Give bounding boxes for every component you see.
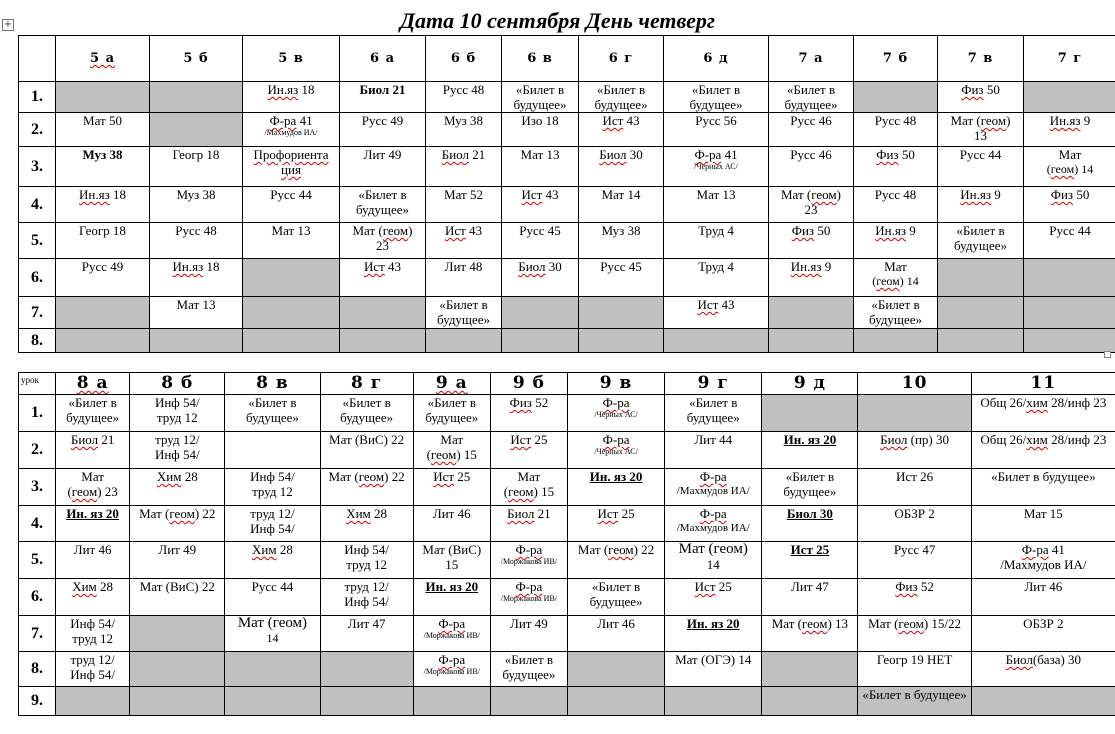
- lesson-cell: Ф-ра /Махмудов ИА/: [665, 469, 762, 506]
- lesson-cell: Биол 30: [762, 506, 858, 542]
- class-header: 5 в: [243, 36, 340, 82]
- lesson-number: 7.: [19, 297, 56, 329]
- lesson-cell: Ин. яз 20: [56, 506, 130, 542]
- lesson-cell: Ист 43: [340, 259, 426, 297]
- header-row: [19, 36, 1115, 82]
- header-row: [19, 373, 1115, 395]
- lesson-number: 2.: [19, 432, 56, 469]
- lesson-cell: Лит 49: [490, 616, 567, 652]
- lesson-cell: Русс 44: [1024, 223, 1115, 259]
- lesson-cell: Профориента ция: [243, 147, 340, 187]
- lesson-cell: Лит 47: [762, 579, 858, 616]
- lesson-number: 5.: [19, 223, 56, 259]
- empty-cell: [1024, 259, 1115, 297]
- empty-cell: [225, 687, 320, 716]
- lesson-cell: «Билет в будущее»: [56, 395, 130, 432]
- lesson-cell: Ин.яз 9: [769, 259, 854, 297]
- lesson-cell: Ин.яз 9: [854, 223, 938, 259]
- empty-cell: [769, 329, 854, 353]
- lesson-cell: «Билет в будущее»: [340, 187, 426, 223]
- lesson-cell: Русс 49: [56, 259, 150, 297]
- lesson-cell: Ист 26: [858, 469, 971, 506]
- lesson-number: 1.: [19, 395, 56, 432]
- lesson-cell: Ф-ра /Моржакова ИВ/: [490, 579, 567, 616]
- lesson-cell: Хим 28: [130, 469, 225, 506]
- lesson-row: [19, 469, 1115, 506]
- lesson-row: [19, 395, 1115, 432]
- lesson-cell: Лит 48: [426, 259, 502, 297]
- lesson-cell: Ф-ра /Черных АС/: [567, 432, 664, 469]
- lesson-cell: Мат (геом) 14: [225, 616, 320, 652]
- lesson-cell: «Билет в будущее»: [858, 687, 971, 716]
- schedule-table-grades-5-7: [18, 35, 1115, 353]
- class-header: 11: [971, 373, 1115, 395]
- lesson-cell: Мат (геом) 15: [490, 469, 567, 506]
- lesson-cell: Мат 52: [426, 187, 502, 223]
- lesson-cell: Ист 25: [567, 506, 664, 542]
- lesson-cell: Ист 43: [579, 113, 664, 147]
- lesson-cell: труд 12/ Инф 54/: [130, 432, 225, 469]
- lesson-cell: Русс 44: [938, 147, 1024, 187]
- lesson-cell: Мат (геом) 14: [665, 542, 762, 579]
- lesson-cell: «Билет в будущее»: [225, 395, 320, 432]
- lesson-row: [19, 432, 1115, 469]
- empty-cell: [1024, 329, 1115, 353]
- lesson-cell: Ист 25: [413, 469, 490, 506]
- lesson-cell: Русс 47: [858, 542, 971, 579]
- lesson-cell: Мат 15: [971, 506, 1115, 542]
- lesson-cell: «Билет в будущее»: [665, 395, 762, 432]
- lesson-cell: Муз 38: [579, 223, 664, 259]
- lesson-cell: Ист 43: [664, 297, 769, 329]
- lesson-row: [19, 113, 1115, 147]
- lesson-cell: Мат (геом) 23: [340, 223, 426, 259]
- empty-cell: [762, 687, 858, 716]
- lesson-cell: Физ 52: [490, 395, 567, 432]
- empty-cell: [938, 297, 1024, 329]
- lesson-cell: «Билет в будущее»: [579, 82, 664, 113]
- empty-cell: [579, 297, 664, 329]
- lesson-cell: Ф-ра /Моржакова ИВ/: [490, 542, 567, 579]
- lesson-cell: Инф 54/ труд 12: [225, 469, 320, 506]
- class-header: 5 а: [56, 36, 150, 82]
- lesson-number: 2.: [19, 113, 56, 147]
- lesson-cell: Инф 54/ труд 12: [130, 395, 225, 432]
- header-corner: [19, 36, 56, 82]
- lesson-column-label: урок: [19, 373, 56, 395]
- lesson-cell: Ин. яз 20: [413, 579, 490, 616]
- lesson-number: 4.: [19, 187, 56, 223]
- lesson-cell: Мат 13: [150, 297, 243, 329]
- empty-cell: [567, 652, 664, 687]
- lesson-cell: Ин. яз 20: [762, 432, 858, 469]
- class-header: 6 в: [502, 36, 579, 82]
- lesson-cell: Лит 46: [971, 579, 1115, 616]
- lesson-cell: Инф 54/ труд 12: [320, 542, 413, 579]
- class-header: 7 б: [854, 36, 938, 82]
- lesson-cell: труд 12/ Инф 54/: [320, 579, 413, 616]
- class-header: 6 г: [579, 36, 664, 82]
- lesson-cell: Биол (пр) 30: [858, 432, 971, 469]
- lesson-cell: Хим 28: [56, 579, 130, 616]
- empty-cell: [225, 432, 320, 469]
- lesson-row: [19, 82, 1115, 113]
- lesson-cell: Русс 46: [769, 147, 854, 187]
- lesson-cell: Физ 52: [858, 579, 971, 616]
- class-header: 7 г: [1024, 36, 1115, 82]
- lesson-cell: Мат (ОГЭ) 14: [665, 652, 762, 687]
- lesson-cell: Труд 4: [664, 259, 769, 297]
- lesson-cell: Русс 48: [426, 82, 502, 113]
- lesson-row: [19, 616, 1115, 652]
- lesson-cell: Ф-ра 41 /Черных АС/: [664, 147, 769, 187]
- empty-cell: [243, 329, 340, 353]
- empty-cell: [225, 652, 320, 687]
- lesson-cell: Лит 44: [665, 432, 762, 469]
- lesson-cell: Геогр 18: [56, 223, 150, 259]
- lesson-row: [19, 542, 1115, 579]
- lesson-cell: Мат (геом) 14: [1024, 147, 1115, 187]
- lesson-cell: Русс 45: [502, 223, 579, 259]
- lesson-cell: Муз 38: [56, 147, 150, 187]
- lesson-row: [19, 687, 1115, 716]
- empty-cell: [56, 329, 150, 353]
- lesson-cell: Общ 26/хим 28/инф 23: [971, 432, 1115, 469]
- lesson-cell: Русс 56: [664, 113, 769, 147]
- lesson-cell: Муз 38: [150, 187, 243, 223]
- lesson-cell: Ф-ра /Черных АС/: [567, 395, 664, 432]
- lesson-number: 4.: [19, 506, 56, 542]
- lesson-number: 8.: [19, 329, 56, 353]
- lesson-cell: Ф-ра 41 /Махмудов ИА/: [243, 113, 340, 147]
- lesson-cell: Ф-ра 41 /Махмудов ИА/: [971, 542, 1115, 579]
- lesson-cell: Ин. яз 20: [665, 616, 762, 652]
- class-header: 6 а: [340, 36, 426, 82]
- lesson-cell: Ист 25: [762, 542, 858, 579]
- empty-cell: [502, 297, 579, 329]
- empty-cell: [150, 82, 243, 113]
- class-header: 9 б: [490, 373, 567, 395]
- schedule-table-grades-8-11: [18, 372, 1115, 716]
- lesson-number: 5.: [19, 542, 56, 579]
- empty-cell: [130, 687, 225, 716]
- class-header: 5 б: [150, 36, 243, 82]
- class-header: 6 д: [664, 36, 769, 82]
- lesson-cell: Биол 21: [426, 147, 502, 187]
- class-header: 6 б: [426, 36, 502, 82]
- lesson-cell: «Билет в будущее»: [426, 297, 502, 329]
- lesson-cell: ОБЗР 2: [858, 506, 971, 542]
- empty-cell: [762, 652, 858, 687]
- class-header: 8 а: [56, 373, 130, 395]
- empty-cell: [56, 687, 130, 716]
- empty-cell: [150, 113, 243, 147]
- lesson-cell: Ин.яз 18: [150, 259, 243, 297]
- lesson-cell: «Билет в будущее»: [664, 82, 769, 113]
- empty-cell: [938, 259, 1024, 297]
- lesson-cell: Ин.яз 18: [243, 82, 340, 113]
- lesson-cell: Ин.яз 9: [1024, 113, 1115, 147]
- lesson-number: 1.: [19, 82, 56, 113]
- class-header: 9 д: [762, 373, 858, 395]
- empty-cell: [320, 652, 413, 687]
- class-header: 8 г: [320, 373, 413, 395]
- empty-cell: [56, 82, 150, 113]
- lesson-cell: Русс 44: [243, 187, 340, 223]
- lesson-cell: Хим 28: [320, 506, 413, 542]
- lesson-cell: Мат (ВиС) 22: [130, 579, 225, 616]
- lesson-cell: труд 12/ Инф 54/: [56, 652, 130, 687]
- lesson-cell: Мат (ВиС) 15: [413, 542, 490, 579]
- lesson-cell: Лит 49: [130, 542, 225, 579]
- lesson-cell: «Билет в будущее»: [938, 223, 1024, 259]
- class-header: 7 в: [938, 36, 1024, 82]
- lesson-row: [19, 652, 1115, 687]
- lesson-cell: Ин.яз 9: [938, 187, 1024, 223]
- lesson-cell: «Билет в будущее»: [567, 579, 664, 616]
- empty-cell: [665, 687, 762, 716]
- lesson-cell: Русс 49: [340, 113, 426, 147]
- lesson-cell: Лит 46: [56, 542, 130, 579]
- empty-cell: [56, 297, 150, 329]
- lesson-cell: Хим 28: [225, 542, 320, 579]
- lesson-number: 6.: [19, 259, 56, 297]
- empty-cell: [243, 297, 340, 329]
- empty-cell: [938, 329, 1024, 353]
- empty-cell: [243, 259, 340, 297]
- lesson-cell: Биол 21: [490, 506, 567, 542]
- lesson-cell: Мат (геом) 22: [567, 542, 664, 579]
- empty-cell: [664, 329, 769, 353]
- lesson-row: [19, 223, 1115, 259]
- lesson-number: 9.: [19, 687, 56, 716]
- lesson-cell: Труд 4: [664, 223, 769, 259]
- empty-cell: [858, 395, 971, 432]
- lesson-cell: «Билет в будущее»: [490, 652, 567, 687]
- empty-cell: [769, 297, 854, 329]
- empty-cell: [130, 652, 225, 687]
- empty-cell: [567, 687, 664, 716]
- empty-cell: [340, 329, 426, 353]
- lesson-cell: Изо 18: [502, 113, 579, 147]
- empty-cell: [1024, 82, 1115, 113]
- page-title: Дата 10 сентября День четверг: [400, 8, 715, 33]
- lesson-cell: Мат (ВиС) 22: [320, 432, 413, 469]
- lesson-number: 6.: [19, 579, 56, 616]
- lesson-cell: Мат (геом) 23: [56, 469, 130, 506]
- lesson-row: [19, 259, 1115, 297]
- lesson-cell: Русс 48: [854, 187, 938, 223]
- lesson-cell: Ист 25: [665, 579, 762, 616]
- empty-cell: [762, 395, 858, 432]
- lesson-cell: Мат 50: [56, 113, 150, 147]
- lesson-cell: Физ 50: [769, 223, 854, 259]
- lesson-cell: Мат 13: [243, 223, 340, 259]
- class-header: 9 в: [567, 373, 664, 395]
- lesson-row: [19, 579, 1115, 616]
- empty-cell: [426, 329, 502, 353]
- empty-cell: [854, 329, 938, 353]
- lesson-cell: ОБЗР 2: [971, 616, 1115, 652]
- lesson-cell: Русс 45: [579, 259, 664, 297]
- lesson-cell: Геогр 18: [150, 147, 243, 187]
- lesson-row: [19, 297, 1115, 329]
- lesson-cell: Мат (геом) 13: [762, 616, 858, 652]
- empty-cell: [150, 329, 243, 353]
- class-header: 7 а: [769, 36, 854, 82]
- lesson-cell: Лит 46: [567, 616, 664, 652]
- lesson-cell: труд 12/ Инф 54/: [225, 506, 320, 542]
- empty-cell: [854, 82, 938, 113]
- class-header: 9 а: [413, 373, 490, 395]
- class-header: 10: [858, 373, 971, 395]
- lesson-cell: Муз 38: [426, 113, 502, 147]
- empty-cell: [320, 687, 413, 716]
- lesson-number: 8.: [19, 652, 56, 687]
- lesson-cell: Мат (геом) 13: [938, 113, 1024, 147]
- empty-cell: [130, 616, 225, 652]
- lesson-cell: Физ 50: [938, 82, 1024, 113]
- lesson-cell: Мат (геом) 14: [854, 259, 938, 297]
- empty-cell: [490, 687, 567, 716]
- class-header: 8 в: [225, 373, 320, 395]
- class-header: 9 г: [665, 373, 762, 395]
- lesson-cell: Биол 21: [56, 432, 130, 469]
- lesson-cell: Ф-ра /Моржакова ИВ/: [413, 616, 490, 652]
- lesson-cell: «Билет в будущее»: [769, 82, 854, 113]
- lesson-cell: Ист 43: [426, 223, 502, 259]
- lesson-cell: Мат 13: [502, 147, 579, 187]
- empty-cell: [1024, 297, 1115, 329]
- lesson-cell: Мат (геом) 23: [769, 187, 854, 223]
- lesson-cell: Лит 46: [413, 506, 490, 542]
- lesson-cell: «Билет в будущее»: [413, 395, 490, 432]
- lesson-cell: Мат 14: [579, 187, 664, 223]
- lesson-number: 3.: [19, 469, 56, 506]
- lesson-cell: Физ 50: [1024, 187, 1115, 223]
- table-resize-handle-icon[interactable]: [1104, 351, 1111, 358]
- lesson-cell: Русс 48: [854, 113, 938, 147]
- empty-cell: [971, 687, 1115, 716]
- lesson-cell: Ин.яз 18: [56, 187, 150, 223]
- lesson-cell: «Билет в будущее»: [854, 297, 938, 329]
- lesson-number: 3.: [19, 147, 56, 187]
- lesson-cell: Мат (геом) 22: [130, 506, 225, 542]
- lesson-cell: Лит 49: [340, 147, 426, 187]
- lesson-cell: Русс 46: [769, 113, 854, 147]
- lesson-cell: Русс 44: [225, 579, 320, 616]
- lesson-cell: «Билет в будущее»: [762, 469, 858, 506]
- lesson-cell: Ист 43: [502, 187, 579, 223]
- lesson-cell: Биол 30: [502, 259, 579, 297]
- lesson-row: [19, 187, 1115, 223]
- lesson-cell: Ист 25: [490, 432, 567, 469]
- empty-cell: [502, 329, 579, 353]
- empty-cell: [579, 329, 664, 353]
- lesson-number: 7.: [19, 616, 56, 652]
- lesson-cell: Ф-ра /Махмудов ИА/: [665, 506, 762, 542]
- lesson-cell: Биол 21: [340, 82, 426, 113]
- lesson-cell: Биол 30: [579, 147, 664, 187]
- lesson-cell: Мат 13: [664, 187, 769, 223]
- lesson-cell: Лит 47: [320, 616, 413, 652]
- lesson-cell: «Билет в будущее»: [502, 82, 579, 113]
- class-header: 8 б: [130, 373, 225, 395]
- lesson-cell: Ин. яз 20: [567, 469, 664, 506]
- lesson-cell: Русс 48: [150, 223, 243, 259]
- lesson-cell: Ф-ра /Моржакова ИВ/: [413, 652, 490, 687]
- lesson-row: [19, 506, 1115, 542]
- lesson-row: [19, 147, 1115, 187]
- lesson-cell: Физ 50: [854, 147, 938, 187]
- lesson-cell: Мат (геом) 22: [320, 469, 413, 506]
- lesson-cell: Инф 54/ труд 12: [56, 616, 130, 652]
- lesson-cell: Биол(база) 30: [971, 652, 1115, 687]
- lesson-cell: Мат (геом) 15/22: [858, 616, 971, 652]
- empty-cell: [340, 297, 426, 329]
- lesson-cell: «Билет в будущее»: [320, 395, 413, 432]
- lesson-cell: Общ 26/хим 28/инф 23: [971, 395, 1115, 432]
- lesson-cell: Геогр 19 НЕТ: [858, 652, 971, 687]
- lesson-cell: «Билет в будущее»: [971, 469, 1115, 506]
- table-move-handle-icon[interactable]: +: [3, 19, 13, 30]
- empty-cell: [413, 687, 490, 716]
- lesson-cell: Мат (геом) 15: [413, 432, 490, 469]
- lesson-row: [19, 329, 1115, 353]
